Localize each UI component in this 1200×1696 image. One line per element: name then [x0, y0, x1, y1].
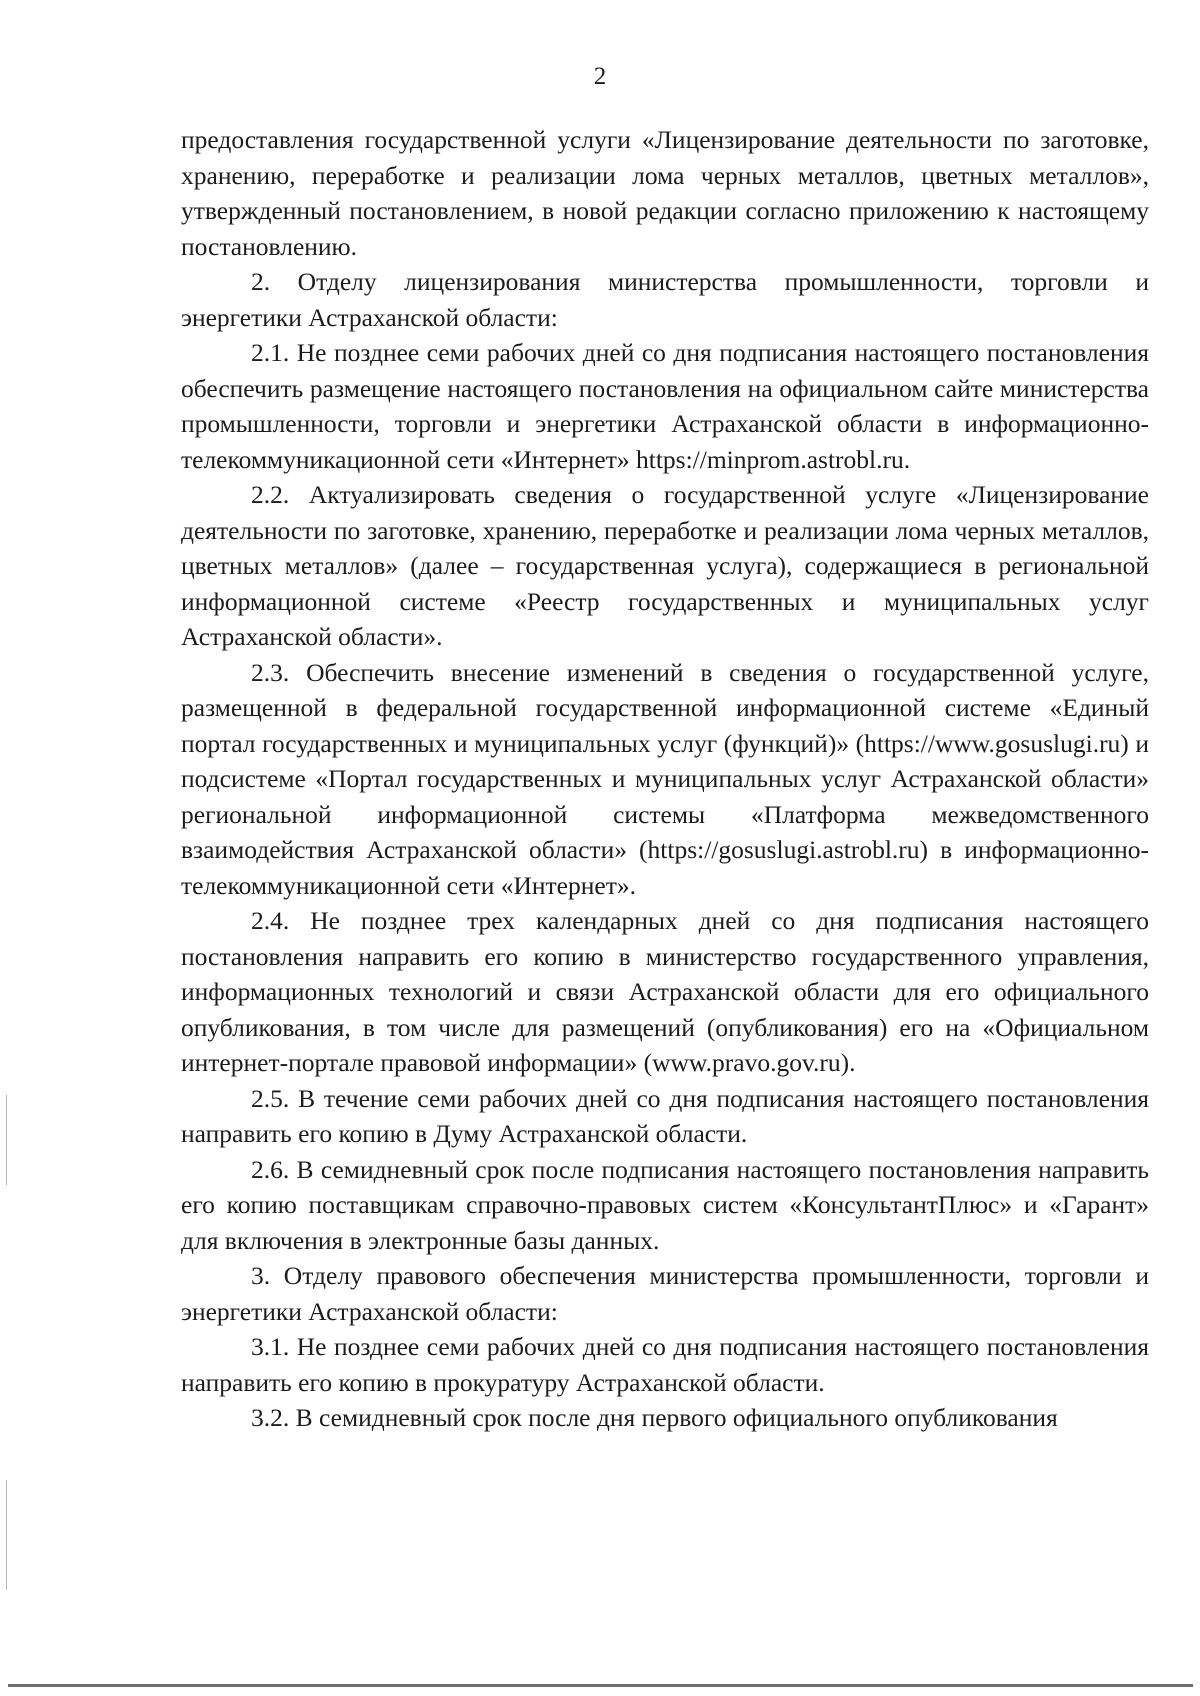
paragraph-item-2-5: 2.5. В течение семи рабочих дней со дня подписания настоящего постановления направить его копию в Думу Астраханской области. — [181, 1083, 1149, 1148]
scan-artifact-line — [6, 1480, 7, 1590]
document-body — [181, 122, 1149, 1436]
paragraph-item-3-1: 3.1. Не позднее семи рабочих дней со дня подписания настоящего постановления направить его копию в прокуратуру Астраханской области. — [181, 1332, 1149, 1397]
paragraph-item-3: 3. Отделу правового обеспечения министерства промышленности, торговли и энергетики Астраханской области: — [181, 1261, 1149, 1326]
page-bottom-edge — [8, 1684, 1193, 1687]
paragraph-item-2-1: 2.1. Не позднее семи рабочих дней со дня подписания настоящего постановления обеспечить размещение настоящего постановления на официальном сайте министерства промышленности, торговли и энергетики Астраханской области в информационно-телекоммуникационной сети «Интернет» https://minprom.astrobl.ru. — [181, 338, 1149, 474]
paragraph-item-2: 2. Отделу лицензирования министерства промышленности, торговли и энергетики Астраханской области: — [181, 267, 1149, 332]
paragraph-item-2-2: 2.2. Актуализировать сведения о государственной услуге «Лицензирование деятельности по заготовке, хранению, переработке и реализации лома черных металлов, цветных металлов» (далее – государственная услуга), содержащиеся в региональной информационной системе «Реестр государственных и муниципальных услуг Астраханской области». — [181, 480, 1149, 651]
paragraph-item-3-2: 3.2. В семидневный срок после дня первого официального опубликования — [251, 1403, 1058, 1432]
paragraph-item-2-3: 2.3. Обеспечить внесение изменений в сведения о государственной услуге, размещенной в федеральной государственной информационной системе «Единый портал государственных и муниципальных услуг (функций)» (https://www.gosuslugi.ru) и подсистеме «Портал государственных и муниципальных услуг Астраханской области» региональной информационной системы «Платформа межведомственного взаимодействия Астраханской области» (https://gosuslugi.astrobl.ru) в информационно-телекоммуникационной сети «Интернет». — [181, 657, 1149, 900]
paragraph-continuation: предоставления государственной услуги «Лицензирование деятельности по заготовке, хранению, переработке и реализации лома черных металлов, цветных металлов», утвержденный постановлением, в новой редакции согласно приложению к настоящему постановлению. — [181, 125, 1149, 261]
paragraph-item-2-6: 2.6. В семидневный срок после подписания настоящего постановления направить его копию поставщикам справочно-правовых систем «КонсультантПлюс» и «Гарант» для включения в электронные базы данных. — [181, 1154, 1149, 1255]
page-number: 2 — [593, 63, 607, 90]
paragraph-item-2-4: 2.4. Не позднее трех календарных дней со дня подписания настоящего постановления направить его копию в министерство государственного управления, информационных технологий и связи Астраханской области для его официального опубликования, в том числе для размещений (опубликования) его на «Официальном интернет-портале правовой информации» (www.pravo.gov.ru). — [181, 906, 1149, 1077]
scan-artifact-line — [6, 1095, 7, 1185]
